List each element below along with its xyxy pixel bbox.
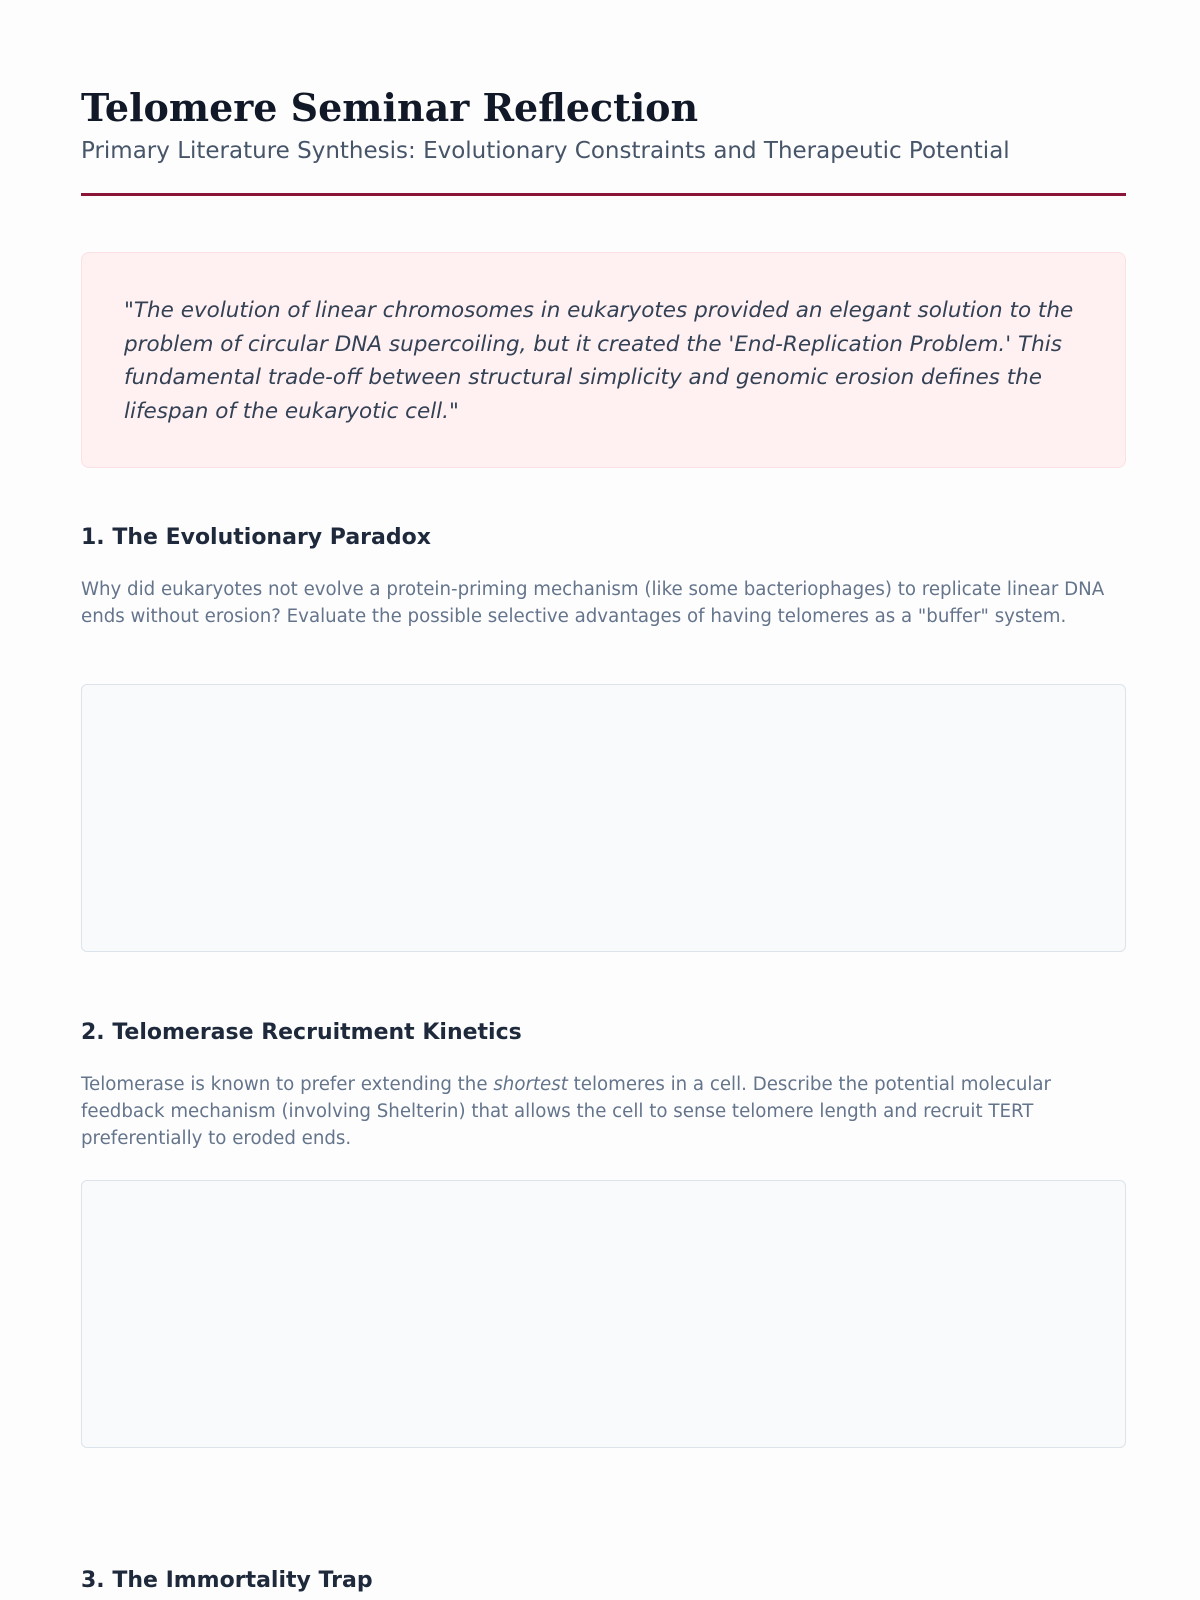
- section-2-prompt-emphasis: shortest: [493, 1074, 568, 1095]
- section-2-prompt-start: Telomerase is known to prefer extending the: [81, 1074, 494, 1095]
- page-title: Telomere Seminar Reflection: [81, 85, 699, 130]
- section-2-title: 2. Telomerase Recruitment Kinetics: [81, 1020, 522, 1045]
- section-2-answer-field[interactable]: [81, 1180, 1126, 1448]
- section-2-prompt-end: telomeres in a cell. Describe the potential molecular feedback mechanism (involving Shelterin) that allows the cell to sense telomere length and recruit TERT preferentially to eroded ends.: [81, 1074, 1052, 1149]
- section-1-title: 1. The Evolutionary Paradox: [81, 525, 431, 550]
- section-3-title: 3. The Immortality Trap: [81, 1568, 373, 1593]
- section-1-prompt: Why did eukaryotes not evolve a protein-priming mechanism (like some bacteriophages) to replicate linear DNA ends without erosion? Evaluate the possible selective advantages of having telomeres as a "buffer" system.: [81, 579, 1105, 627]
- page-subtitle: Primary Literature Synthesis: Evolutionary Constraints and Therapeutic Potential: [81, 138, 1010, 164]
- intro-quote-box: [81, 252, 1126, 468]
- section-1-answer-field[interactable]: [81, 684, 1126, 952]
- header-divider: [81, 193, 1126, 196]
- section-2-prompt: [81, 1071, 1121, 1152]
- intro-quote-text: "The evolution of linear chromosomes in eukaryotes provided an elegant solution to the problem of circular DNA supercoiling, but it created the 'End-Replication Problem.' This fundamental trade-off between structural simplicity and genomic erosion defines the lifespan of the eukaryotic cell.": [124, 298, 1074, 424]
